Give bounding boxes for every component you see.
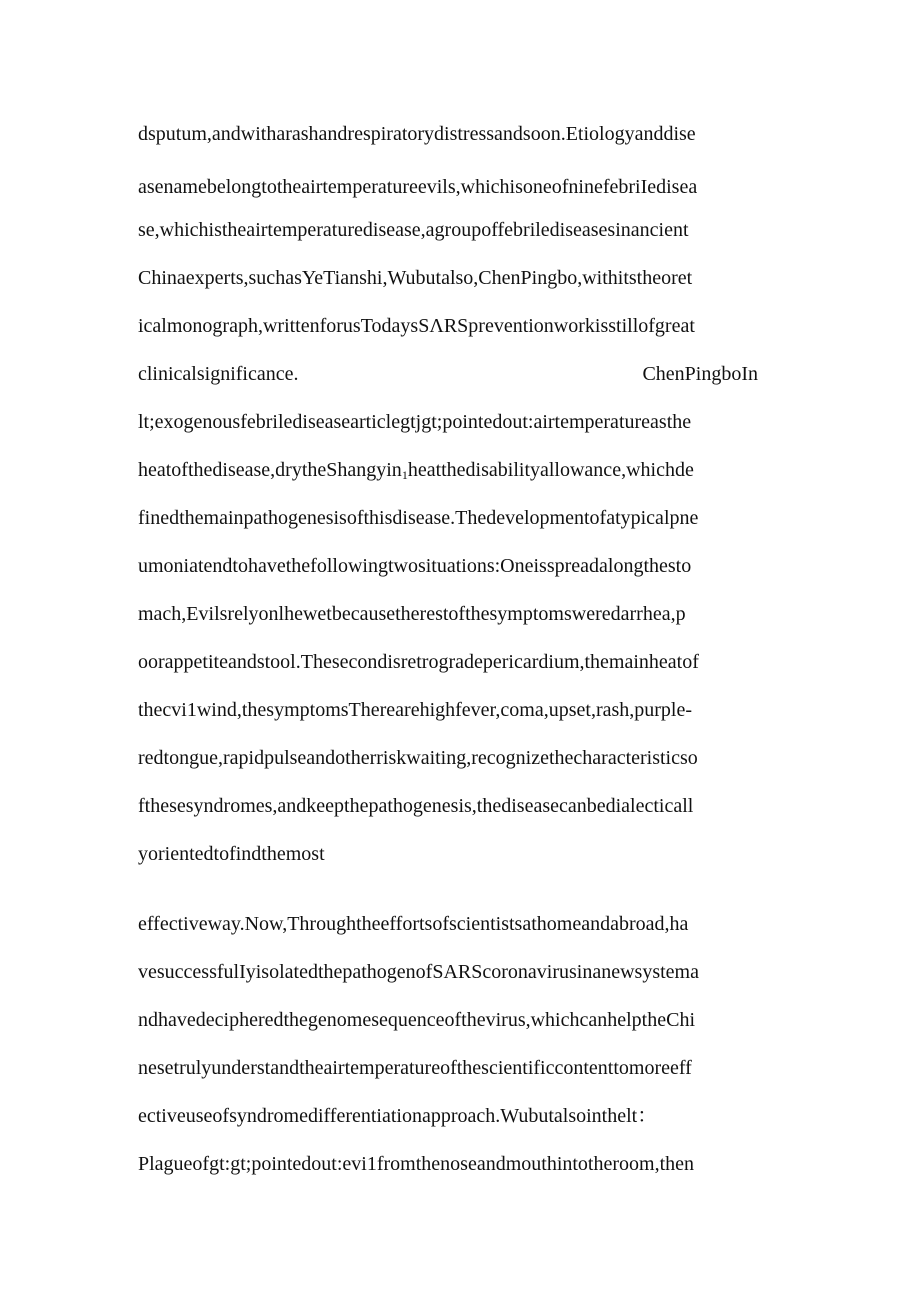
text-line-16: yorientedtofindthemost [138, 843, 325, 865]
text-line-22: Plagueofgt:gt;pointedout:evi1fromthenoseandmouthintotheroom,then [138, 1153, 695, 1175]
text-line-11: mach,Evilsrelyonlhewetbecausetherestofthesymptomsweredarrhea,p [138, 603, 686, 625]
text-line-17: effectiveway.Now,Throughtheeffortsofscientistsathomeandabroad,ha [138, 913, 689, 935]
text-line-6 [138, 362, 758, 386]
text-line-1: dsputum,andwitharashandrespiratorydistressandsoon.Etiologyanddise [138, 123, 696, 145]
text-line-9: finedthemainpathogenesisofthisdisease.Thedevelopmentofatypicalpne [138, 507, 699, 529]
text-line-8 [138, 458, 788, 487]
text-line-18: vesuccessfulIyisolatedthepathogenofSARScoronavirusinanewsystema [138, 961, 699, 983]
text-line-6-left: clinicalsignificance. [138, 363, 299, 385]
subscript-marker: 1 [401, 468, 408, 482]
text-line-5: icalmonograph,writtenforusTodaysSΛRSpreventionworkisstillofgreat [138, 315, 695, 337]
text-line-2: asenamebelongtotheairtemperatureevils,whichisoneofninefebriIedisea [138, 176, 698, 198]
text-line-13: thecvi1wind,thesymptomsTherearehighfever,coma,upset,rash,purple- [138, 699, 693, 721]
text-line-3: se,whichistheairtemperaturedisease,agroupoffebrilediseasesinancient [138, 219, 689, 241]
text-line-20: nesetrulyunderstandtheairtemperatureofthescientificcontenttomoreeff [138, 1057, 692, 1079]
text-line-7: lt;exogenousfebrilediseasearticlegtjgt;pointedout:airtemperatureasthe [138, 411, 692, 433]
text-line-8-part-1: heatofthedisease,drytheShangyin [138, 459, 402, 481]
text-line-12: oorappetiteandstool.Thesecondisretrogradepericardium,themainheatof [138, 651, 699, 673]
text-line-19: ndhavedecipheredthegenomesequenceofthevirus,whichcanhelptheChi [138, 1009, 696, 1031]
text-line-8-part-2: heatthedisabilityallowance,whichde [407, 459, 694, 481]
text-line-4: Chinaexperts,suchasYeTianshi,Wubutalso,ChenPingbo,withitstheoret [138, 267, 693, 289]
text-line-21: ectiveuseofsyndromedifferentiationapproach.Wubutalsointhelt： [138, 1105, 658, 1127]
text-line-10: umoniatendtohavethefollowingtwosituations:Oneisspreadalongthesto [138, 555, 692, 577]
text-line-14: redtongue,rapidpulseandotherriskwaiting,recognizethecharacteristicso [138, 747, 698, 769]
text-line-6-right: ChenPingboIn [642, 363, 758, 385]
text-line-15: fthesesyndromes,andkeepthepathogenesis,thediseasecanbedialecticall [138, 795, 694, 817]
